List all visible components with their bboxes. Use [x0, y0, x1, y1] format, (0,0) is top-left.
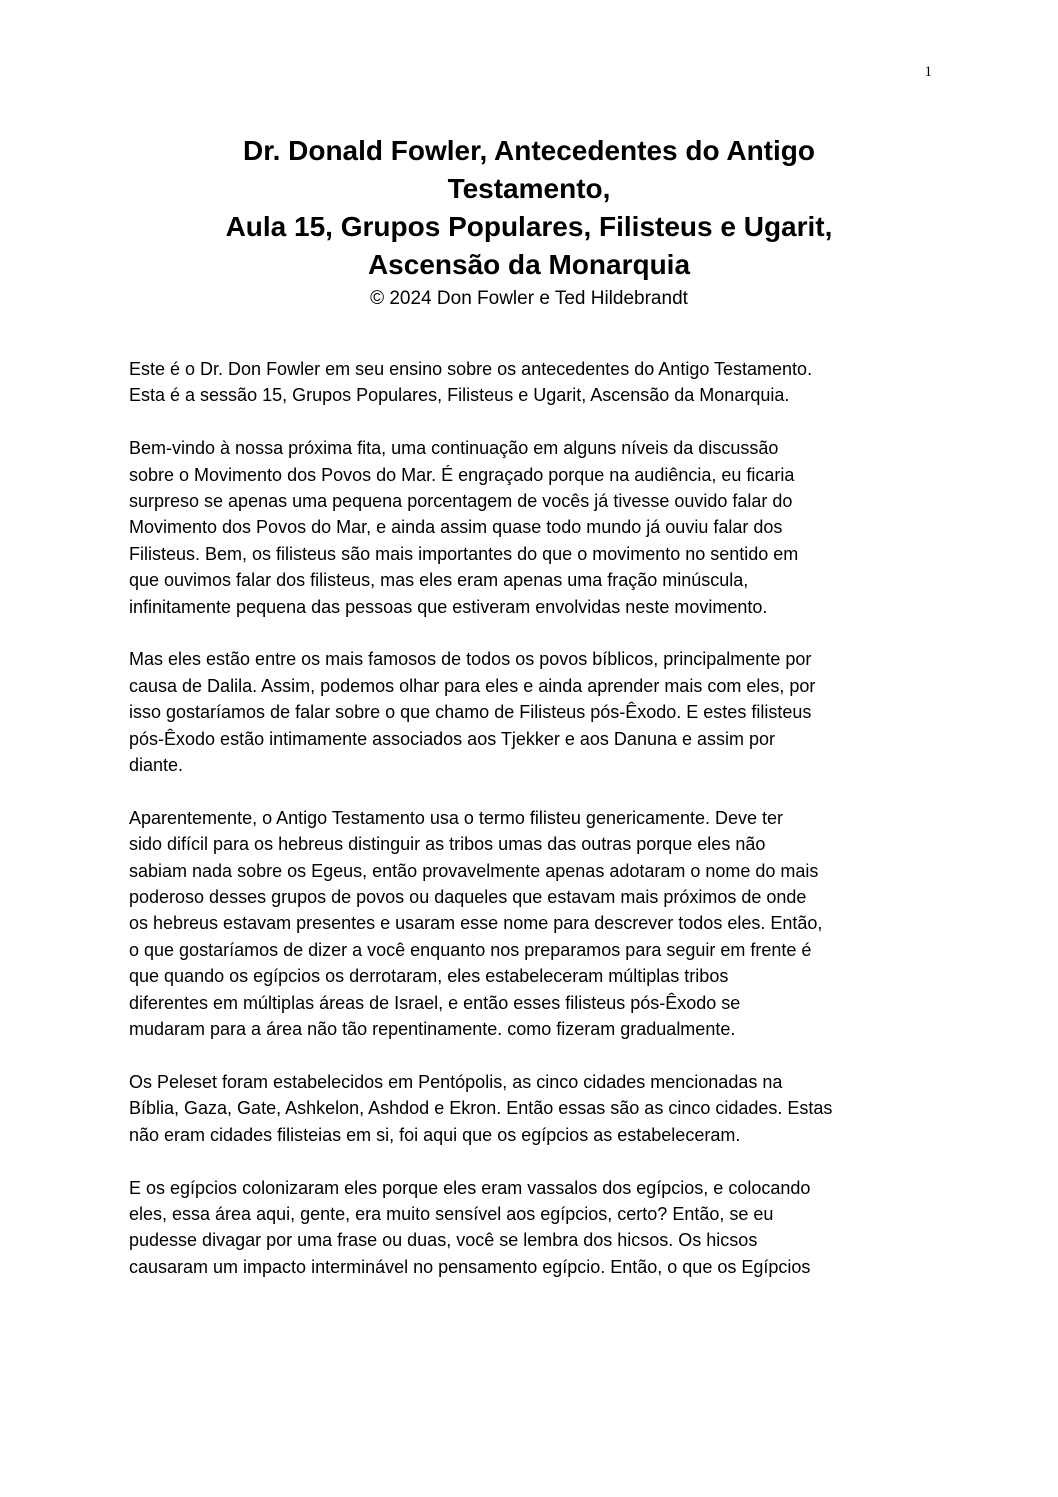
page-number: 1	[924, 64, 932, 80]
text-line: diferentes em múltiplas áreas de Israel, e então esses filisteus pós-Êxodo se	[129, 992, 741, 1013]
paragraph-intro	[129, 356, 941, 409]
title-line-4: Ascensão da Monarquia	[367, 249, 691, 280]
document-body	[129, 356, 941, 1307]
text-line: infinitamente pequena das pessoas que estiveram envolvidas neste movimento.	[129, 596, 768, 617]
text-line: isso gostaríamos de falar sobre o que chamo de Filisteus pós-Êxodo. E estes filisteus	[129, 702, 812, 723]
text-line: surpreso se apenas uma pequena porcentagem de vocês já tivesse ouvido falar do	[129, 491, 793, 512]
text-line: pudesse divagar por uma frase ou duas, você se lembra dos hicsos. Os hicsos	[129, 1230, 758, 1251]
text-line: diante.	[129, 755, 184, 776]
text-line: Mas eles estão entre os mais famosos de todos os povos bíblicos, principalmente por	[129, 649, 812, 670]
text-line: sido difícil para os hebreus distinguir as tribos umas das outras porque eles não	[129, 834, 766, 855]
document-header	[100, 132, 958, 312]
text-line: pós-Êxodo estão intimamente associados aos Tjekker e aos Danuna e assim por	[129, 728, 776, 749]
copyright-notice: © 2024 Don Fowler e Ted Hildebrandt	[370, 288, 688, 309]
text-line: o que gostaríamos de dizer a você enquanto nos preparamos para seguir em frente é	[129, 939, 812, 960]
text-line: Aparentemente, o Antigo Testamento usa o termo filisteu genericamente. Deve ter	[129, 807, 784, 828]
text-line: mudaram para a área não tão repentinamente. como fizeram gradualmente.	[129, 1019, 736, 1040]
text-line: não eram cidades filisteias em si, foi aqui que os egípcios as estabeleceram.	[129, 1124, 741, 1145]
text-line: E os egípcios colonizaram eles porque eles eram vassalos dos egípcios, e colocando	[129, 1177, 811, 1198]
text-line: poderoso desses grupos de povos ou daqueles que estavam mais próximos de onde	[129, 887, 807, 908]
paragraph-egyptian-colonization	[129, 1175, 941, 1281]
paragraph-pentapolis	[129, 1069, 941, 1148]
text-line: Bem-vindo à nossa próxima fita, uma continuação em alguns níveis da discussão	[129, 438, 779, 459]
text-line: que ouvimos falar dos filisteus, mas eles eram apenas uma fração minúscula,	[129, 570, 749, 591]
text-line: Movimento dos Povos do Mar, e ainda assim quase todo mundo já ouviu falar dos	[129, 517, 783, 538]
text-line: Esta é a sessão 15, Grupos Populares, Filisteus e Ugarit, Ascensão da Monarquia.	[129, 385, 790, 406]
title-line-3: Aula 15, Grupos Populares, Filisteus e Ugarit,	[225, 211, 833, 242]
text-line: Os Peleset foram estabelecidos em Pentópolis, as cinco cidades mencionadas na	[129, 1071, 783, 1092]
text-line: Filisteus. Bem, os filisteus são mais importantes do que o movimento no sentido em	[129, 543, 799, 564]
text-line: eles, essa área aqui, gente, era muito sensível aos egípcios, certo? Então, se eu	[129, 1203, 774, 1224]
text-line: Este é o Dr. Don Fowler em seu ensino sobre os antecedentes do Antigo Testamento.	[129, 359, 813, 379]
title-line-2: Testamento,	[447, 173, 611, 204]
text-line: sabiam nada sobre os Egeus, então provavelmente apenas adotaram o nome do mais	[129, 860, 819, 881]
text-line: Bíblia, Gaza, Gate, Ashkelon, Ashdod e Ekron. Então essas são as cinco cidades. Estas	[129, 1098, 833, 1119]
paragraph-famous-peoples	[129, 646, 941, 778]
text-line: sobre o Movimento dos Povos do Mar. É engraçado porque na audiência, eu ficaria	[129, 464, 795, 485]
text-line: causaram um impacto interminável no pensamento egípcio. Então, o que os Egípcios	[129, 1256, 811, 1277]
paragraph-generic-term	[129, 805, 941, 1043]
text-line: os hebreus estavam presentes e usaram esse nome para descrever todos eles. Então,	[129, 913, 823, 934]
title-line-1: Dr. Donald Fowler, Antecedentes do Antigo	[243, 135, 815, 166]
text-line: causa de Dalila. Assim, podemos olhar para eles e ainda aprender mais com eles, por	[129, 675, 816, 696]
paragraph-sea-peoples	[129, 435, 941, 620]
text-line: que quando os egípcios os derrotaram, eles estabeleceram múltiplas tribos	[129, 966, 729, 987]
